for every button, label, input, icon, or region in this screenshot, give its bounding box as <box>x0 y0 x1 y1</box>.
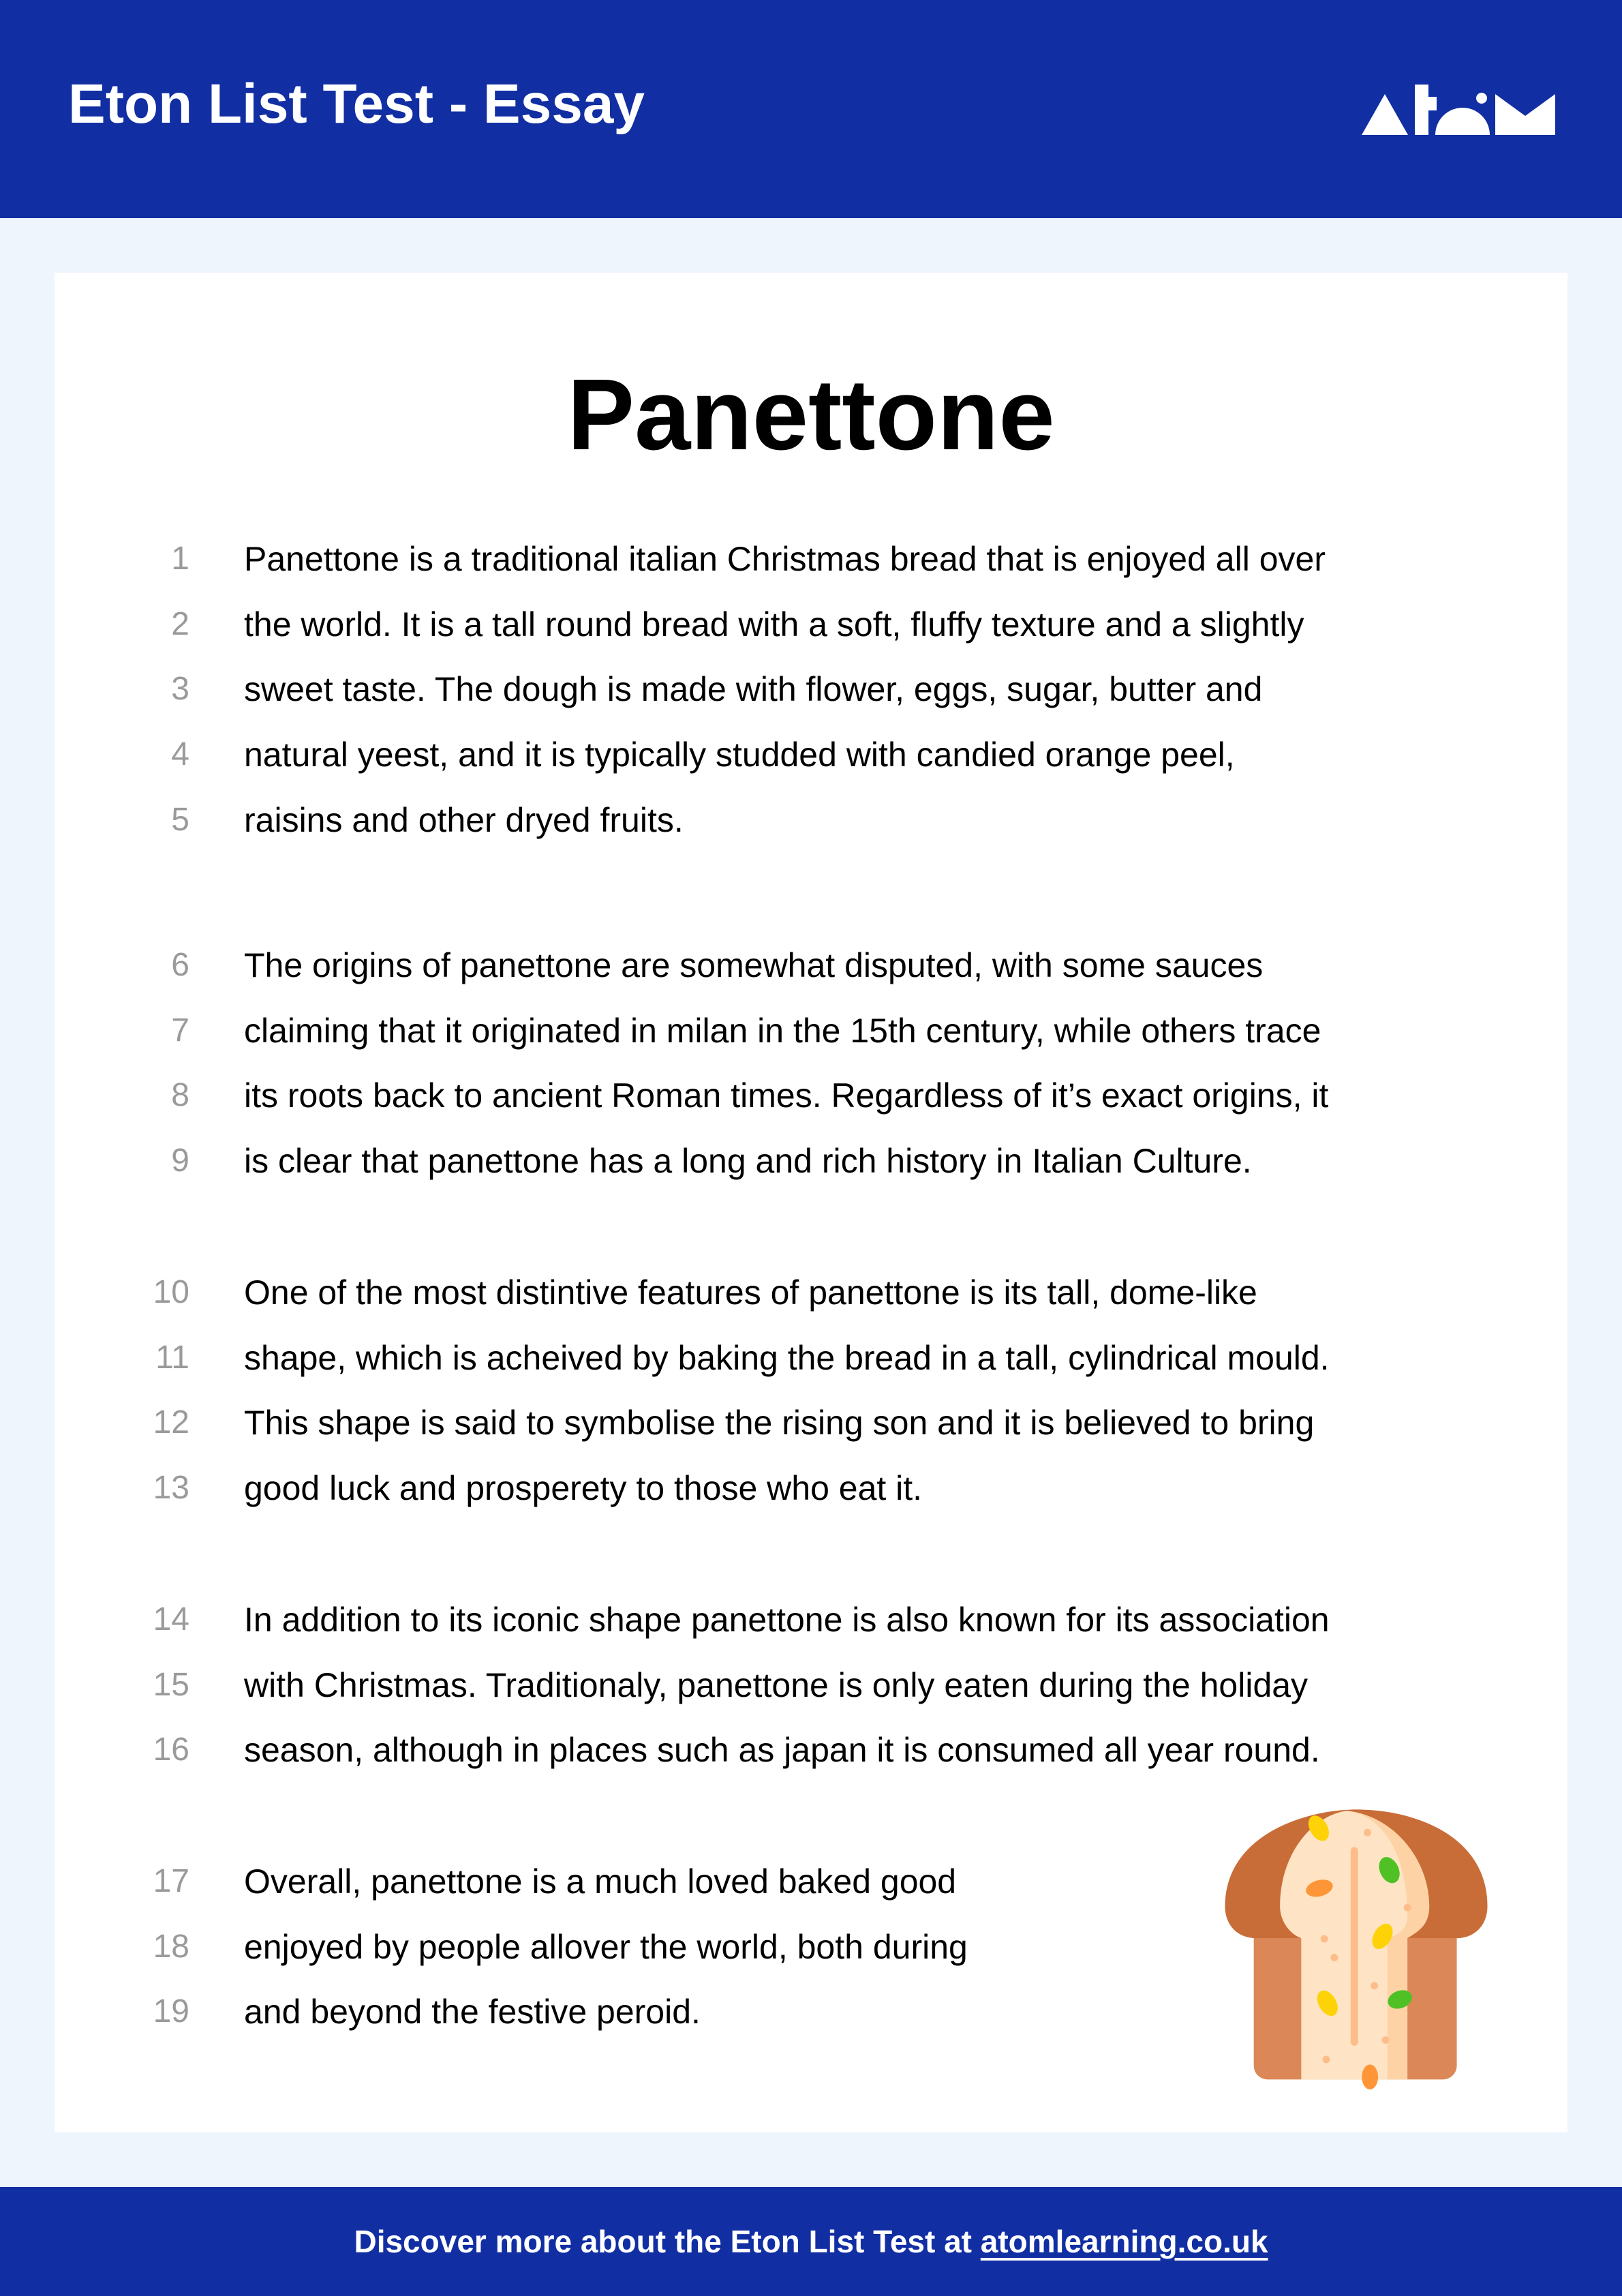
line-text: its roots back to ancient Roman times. Regardless of it’s exact origins, it <box>244 1076 1329 1115</box>
document-title: Panettone <box>567 359 1055 471</box>
essay-line <box>0 1599 1622 1640</box>
line-number: 5 <box>171 801 189 838</box>
fruit-orange <box>1362 2064 1378 2089</box>
essay-line <box>0 800 1622 841</box>
line-number: 3 <box>171 671 189 708</box>
footer-text <box>0 2224 1622 2259</box>
header-title: Eton List Test - Essay <box>68 73 645 135</box>
header-bar <box>0 0 1622 218</box>
line-text: In addition to its iconic shape panettone is also known for its association <box>244 1601 1330 1639</box>
line-text: is clear that panettone has a long and rich history in Italian Culture. <box>244 1142 1252 1181</box>
line-number: 10 <box>153 1274 189 1310</box>
line-number: 15 <box>153 1666 189 1703</box>
logo-triangle <box>1362 94 1408 135</box>
line-number: 11 <box>155 1339 189 1376</box>
line-text: with Christmas. Traditionaly, panettone is only eaten during the holiday <box>244 1665 1309 1704</box>
line-number: 6 <box>171 947 189 983</box>
line-text: Overall, panettone is a much loved baked good <box>244 1862 957 1901</box>
essay-line <box>0 1272 1622 1313</box>
line-number: 17 <box>153 1863 189 1899</box>
logo-m <box>1495 94 1555 135</box>
essay-line <box>0 1665 1622 1706</box>
line-number: 9 <box>171 1143 189 1179</box>
essay-line <box>0 734 1622 775</box>
essay-line <box>0 539 1622 579</box>
panettone-illustration <box>1206 1797 1506 2097</box>
line-number: 1 <box>171 541 189 577</box>
crumb-dot <box>1330 1954 1338 1961</box>
essay-line <box>0 604 1622 645</box>
line-text: enjoyed by people allover the world, both during <box>244 1927 968 1966</box>
essay-line <box>0 945 1622 986</box>
footer-link[interactable]: atomlearning.co.uk <box>980 2224 1268 2259</box>
line-text: raisins and other dryed fruits. <box>244 800 684 839</box>
line-number: 8 <box>171 1077 189 1114</box>
line-text: One of the most distintive features of panettone is its tall, dome-like <box>244 1273 1257 1312</box>
essay-line <box>0 1468 1622 1509</box>
line-text: claiming that it originated in milan in the 15th century, while others trace <box>244 1011 1321 1050</box>
crumb-dot <box>1382 2036 1390 2044</box>
line-text: sweet taste. The dough is made with flower, eggs, sugar, butter and <box>244 670 1263 709</box>
line-text: the world. It is a tall round bread with a soft, fluffy texture and a slightly <box>244 605 1304 644</box>
essay-line <box>0 1729 1622 1770</box>
logo-dot <box>1476 93 1487 104</box>
crumb-dot <box>1323 2056 1330 2064</box>
footer-bar <box>0 2187 1622 2296</box>
line-text: This shape is said to symbolise the rising son and it is believed to bring <box>244 1404 1315 1442</box>
essay-line <box>0 1338 1622 1378</box>
line-text: and beyond the festive peroid. <box>244 1993 701 2031</box>
crumb-dot <box>1371 1982 1378 1989</box>
logo-half-circle <box>1435 108 1490 135</box>
line-number: 16 <box>153 1732 189 1768</box>
line-number: 19 <box>153 1993 189 2030</box>
line-text: Panettone is a traditional italian Christmas bread that is enjoyed all over <box>244 540 1326 578</box>
line-text: natural yeest, and it is typically studded with candied orange peel, <box>244 736 1235 774</box>
line-number: 7 <box>171 1012 189 1048</box>
atom-logo[interactable] <box>1362 82 1555 136</box>
line-text: The origins of panettone are somewhat disputed, with some sauces <box>244 946 1264 984</box>
essay-line <box>0 1402 1622 1443</box>
line-number: 2 <box>171 605 189 642</box>
essay-line <box>0 1010 1622 1051</box>
line-number: 13 <box>153 1470 189 1507</box>
line-number: 14 <box>153 1601 189 1637</box>
crumb-dot <box>1364 1829 1371 1837</box>
crumb-dot <box>1321 1935 1328 1943</box>
line-text: good luck and prosperety to those who eat it. <box>244 1469 923 1508</box>
line-number: 12 <box>153 1404 189 1441</box>
panettone-crease <box>1351 1847 1358 2046</box>
logo-t <box>1415 85 1437 135</box>
essay-line <box>0 1141 1622 1181</box>
crumb-dot <box>1404 1904 1411 1912</box>
essay-line <box>0 669 1622 710</box>
line-text: shape, which is acheived by baking the bread in a tall, cylindrical mould. <box>244 1338 1330 1377</box>
line-number: 18 <box>153 1928 189 1965</box>
footer-message: Discover more about the Eton List Test at <box>354 2224 981 2259</box>
essay-line <box>0 1075 1622 1116</box>
line-text: season, although in places such as japan it is consumed all year round. <box>244 1731 1320 1770</box>
line-number: 4 <box>171 736 189 773</box>
